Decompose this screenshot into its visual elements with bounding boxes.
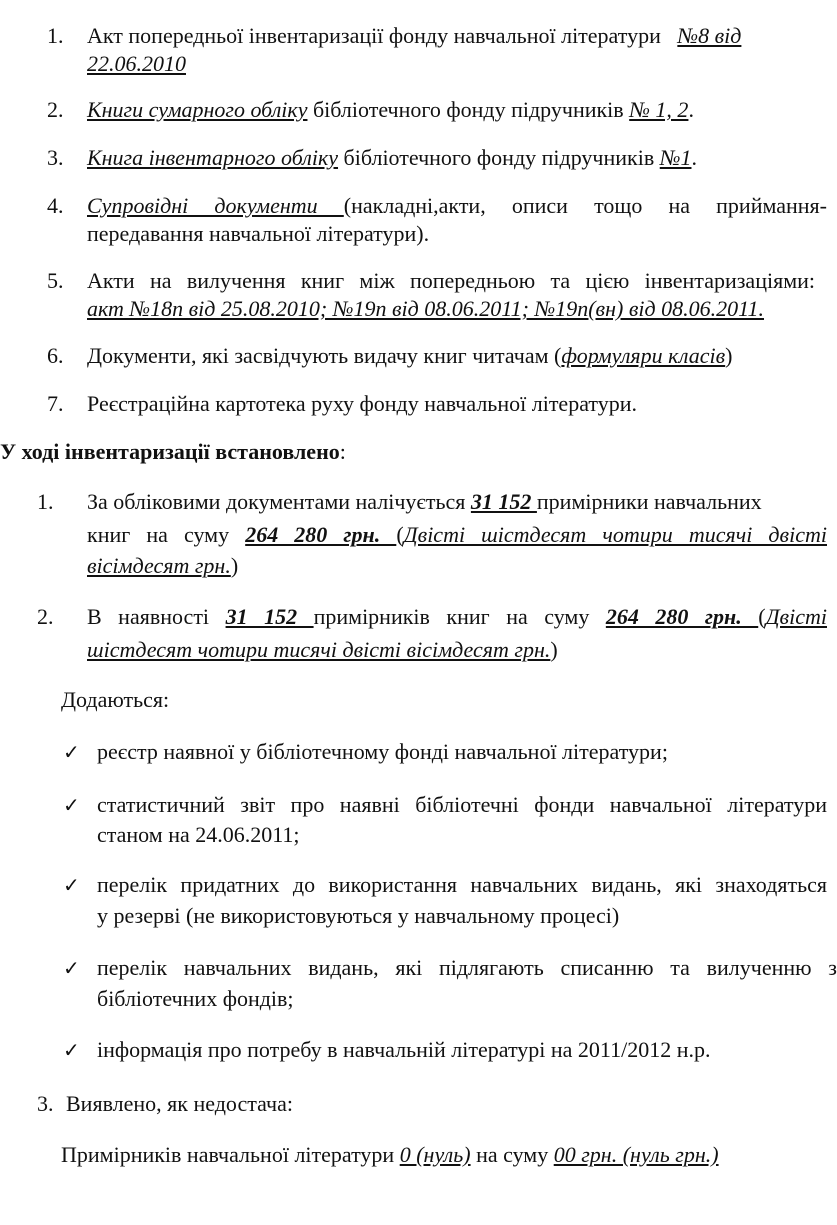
checkmark-icon: ✓ <box>63 956 80 980</box>
item-text: (накладні,акти, описи тощо на приймання- <box>343 193 827 218</box>
heading-text: У ході інвентаризації встановлено <box>0 439 340 464</box>
sum-in-words: вісімдесят грн. <box>87 553 231 578</box>
sum-amount: 264 280 грн. <box>245 522 397 547</box>
item-text: примірників книг на суму <box>313 604 606 629</box>
act-number-ref: №8 від <box>677 23 742 48</box>
period: . <box>688 97 694 122</box>
sum-in-words: Двісті <box>765 604 827 629</box>
list-item <box>87 192 827 220</box>
list-item <box>87 636 558 664</box>
checkmark-icon: ✓ <box>63 740 80 764</box>
list-number: 2. <box>47 97 64 122</box>
list-number: 3. <box>37 1091 54 1116</box>
item-text: Реєстраційна картотека руху фонду навчальної літератури. <box>87 391 637 416</box>
shortage-text: Примірників навчальної літератури <box>61 1142 400 1167</box>
check-item-text: у резерві (не використовуються у навчальному процесі) <box>97 903 620 928</box>
item-text: Документи, які засвідчують видачу книг читачам ( <box>87 343 562 368</box>
check-item-text: перелік придатних до використання навчальних видань, які знаходяться <box>97 872 827 897</box>
paren: ) <box>550 637 558 662</box>
item-text: книг на суму <box>87 522 246 547</box>
list-number: 4. <box>47 193 64 218</box>
copies-count: 31 152 <box>225 604 314 629</box>
item-text: передавання навчальної літератури). <box>87 221 430 246</box>
list-item <box>87 521 827 549</box>
checkmark-icon: ✓ <box>63 873 80 897</box>
list-number: 1. <box>47 23 64 48</box>
check-item-text: статистичний звіт про наявні бібліотечні фонди навчальної літератури <box>97 792 827 817</box>
sum-in-words: шістдесят чотири тисячі двісті вісімдесят грн. <box>87 637 551 662</box>
list-number: 1. <box>37 489 54 514</box>
item-title: Книги сумарного обліку <box>87 97 308 122</box>
paren: ( <box>396 522 404 547</box>
list-item <box>87 22 741 50</box>
paren: ) <box>725 343 733 368</box>
list-number: 5. <box>47 268 64 293</box>
check-item-text: перелік навчальних видань, які підлягають списанню та вилученню з <box>97 955 837 980</box>
copies-count: 31 152 <box>470 489 537 514</box>
act-date-ref: 22.06.2010 <box>87 51 186 76</box>
shortage-line <box>61 1141 719 1169</box>
paren: ) <box>230 553 239 578</box>
shortage-text: на суму <box>470 1142 554 1167</box>
attached-label: Додаються: <box>61 687 170 712</box>
item-text: примірники навчальних <box>536 489 762 514</box>
sum-amount: 264 280 грн. <box>605 604 759 629</box>
item-text: Акт попередньої інвентаризації фонду навчальної літератури <box>87 23 661 48</box>
check-item-text: бібліотечних фондів; <box>97 986 294 1011</box>
item-text: бібліотечного фонду підручників <box>307 97 630 122</box>
list-item <box>87 488 762 516</box>
acts-list-ref: акт №18п від 25.08.2010; №19п від 08.06.2011; №19п(вн) від 08.06.2011. <box>87 296 764 321</box>
list-number: 3. <box>47 145 64 170</box>
book-number-ref: №1 <box>659 145 692 170</box>
checkmark-icon: ✓ <box>63 1038 80 1062</box>
list-number: 7. <box>47 391 64 416</box>
period: . <box>691 145 697 170</box>
list-number: 6. <box>47 343 64 368</box>
sum-in-words: Двісті шістдесят чотири тисячі двісті <box>403 522 827 547</box>
item-title: Книга інвентарного обліку <box>87 145 339 170</box>
item-title: Супровідні документи <box>87 193 344 218</box>
item-text: В наявності <box>87 604 226 629</box>
paren: ( <box>758 604 766 629</box>
heading-colon: : <box>339 439 346 464</box>
shortage-count: 0 (нуль) <box>399 1142 471 1167</box>
item-text: За обліковими документами налічується <box>87 489 471 514</box>
section-heading <box>0 438 346 466</box>
list-item <box>87 144 697 172</box>
list-item <box>87 552 238 580</box>
checkmark-icon: ✓ <box>63 793 80 817</box>
item-text: Виявлено, як недостача: <box>66 1091 293 1116</box>
check-item-text: станом на 24.06.2011; <box>97 822 300 847</box>
item-text: бібліотечного фонду підручників <box>338 145 660 170</box>
check-item-text: реєстр наявної у бібліотечному фонді навчальної літератури; <box>97 739 668 764</box>
list-item <box>87 96 694 124</box>
shortage-sum: 00 грн. (нуль грн.) <box>553 1142 719 1167</box>
item-text: Акти на вилучення книг між попередньою та цією інвентаризаціями: <box>87 268 815 293</box>
list-item <box>87 603 827 631</box>
list-number: 2. <box>37 604 54 629</box>
book-number-ref: № 1, 2 <box>629 97 689 122</box>
list-item <box>87 342 733 370</box>
forms-ref: формуляри класів <box>561 343 726 368</box>
check-item-text: інформація про потребу в навчальній літературі на 2011/2012 н.р. <box>97 1037 711 1062</box>
